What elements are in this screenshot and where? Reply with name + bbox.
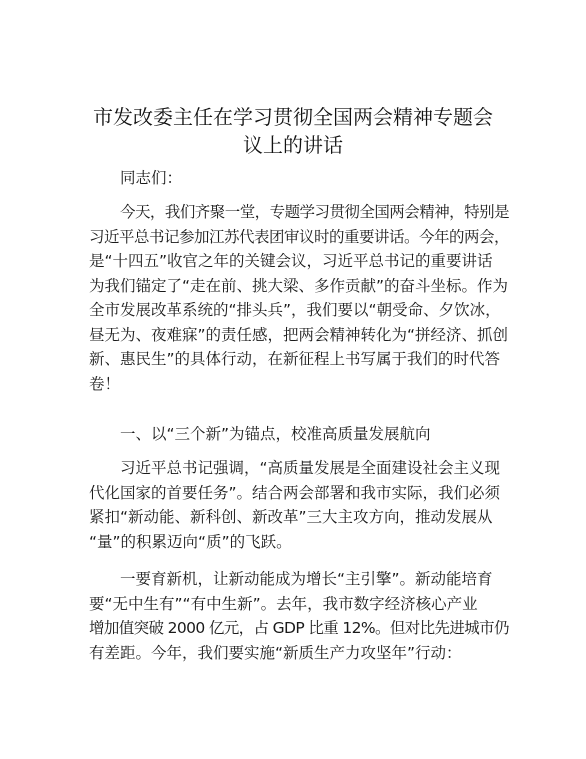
paragraph-line: 全市发展改革系统的“排头兵”，我们要以“朝受命、夕饮冰，: [89, 301, 501, 319]
salutation-text: 同志们：: [120, 169, 183, 187]
paragraph-line: 是“十四五”收官之年的关键会议，习近平总书记的重要讲话: [89, 252, 493, 270]
paragraph-line: 要“无中生有”“有中生新”。去年，我市数字经济核心产业: [89, 594, 478, 613]
paragraph-line: 有差距。今年，我们要实施“新质生产力攻坚年”行动：: [89, 643, 462, 662]
paragraph-line: 代化国家的首要任务”。结合两会部署和我市实际，我们必须: [89, 483, 501, 502]
document-title-line-2: 议上的讲话: [243, 133, 343, 157]
paragraph-line: 今天，我们齐聚一堂，专题学习贯彻全国两会精神，特别是: [120, 203, 510, 221]
section-heading-text: 一、以“三个新”为锚点，校准高质量发展航向: [120, 425, 431, 443]
paragraph-line: 增加值突破 2000 亿元，占 GDP 比重 12%。但对比先进城市仍: [89, 619, 509, 637]
paragraph-opening: [89, 200, 509, 396]
paragraph-line: 习近平总书记强调，“高质量发展是全面建设社会主义现: [120, 459, 501, 477]
paragraph-line: 习近平总书记参加江苏代表团审议时的重要讲话。今年的两会，: [89, 227, 510, 246]
salutation: [89, 166, 509, 191]
document-title-line-1: 市发改委主任在学习贯彻全国两会精神专题会: [93, 105, 493, 129]
paragraph-line: 卷！: [89, 374, 121, 393]
paragraph-line: 紧扣“新动能、新科创、新改革”三大主攻方向，推动发展从: [89, 508, 493, 526]
paragraph-line: 昼无为、夜难寐”的责任感，把两会精神转化为“拼经济、抓创: [89, 325, 509, 344]
paragraph-line: 新、惠民生”的具体行动，在新征程上书写属于我们的时代答: [89, 350, 501, 368]
paragraph-new-momentum: [89, 567, 509, 665]
section-heading: [89, 422, 509, 447]
paragraph-line: “量”的积累迈向“质”的飞跃。: [89, 532, 292, 551]
paragraph-line: 一要育新机，让新动能成为增长“主引擎”。新动能培育: [120, 570, 493, 588]
paragraph-development: [89, 456, 509, 554]
paragraph-line: 为我们锚定了“走在前、挑大梁、多作贡献”的奋斗坐标。作为: [89, 276, 509, 295]
